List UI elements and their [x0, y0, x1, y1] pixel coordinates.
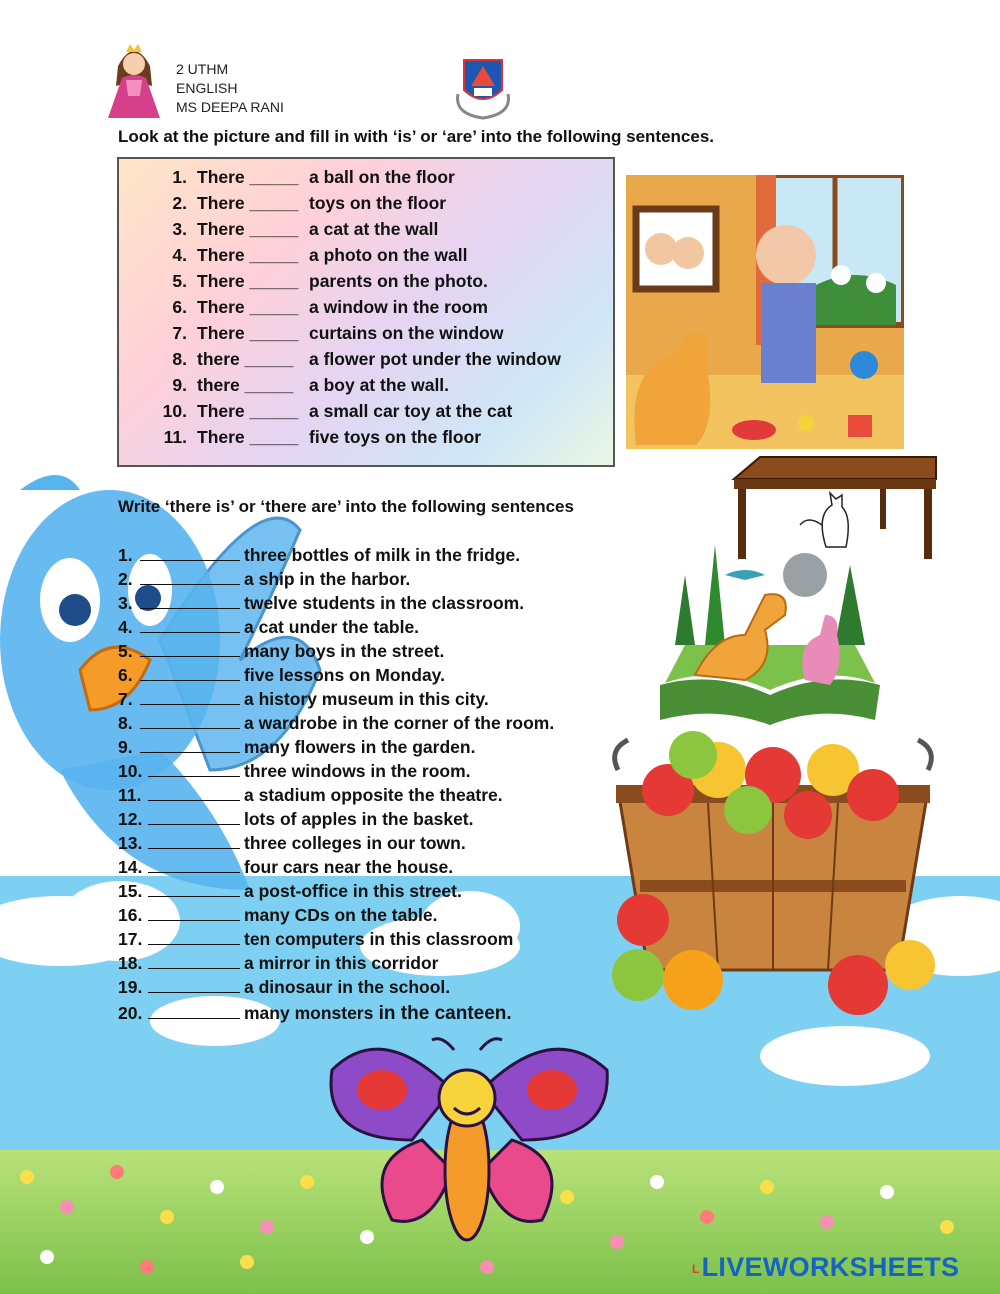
answer-blank[interactable]: There _____ [197, 323, 299, 343]
exercise2-item [118, 809, 474, 830]
item-text: four cars near the house. [244, 857, 454, 877]
item-text: five lessons on Monday. [244, 665, 445, 685]
item-number: 6. [172, 297, 187, 317]
item-number: 12. [118, 809, 143, 829]
answer-blank[interactable]: there _____ [197, 375, 294, 395]
item-text: three bottles of milk in the fridge. [244, 545, 521, 565]
item-text: a ball on the floor [309, 167, 455, 187]
exercise1-item [157, 245, 467, 266]
exercise1-item [157, 297, 488, 318]
item-number: 3. [118, 593, 133, 613]
exercise1-item [157, 167, 455, 188]
item-number: 3. [172, 219, 187, 239]
exercise2-item [118, 881, 462, 902]
item-number: 2. [118, 569, 133, 589]
item-number: 19. [118, 977, 143, 997]
exercise1-item [157, 375, 449, 396]
answer-blank[interactable] [140, 594, 240, 609]
apple-basket-picture [598, 730, 948, 1020]
item-number: 13. [118, 833, 143, 853]
exercise2-item [118, 737, 475, 758]
answer-blank[interactable]: There _____ [197, 193, 299, 213]
exercise2-item [118, 785, 503, 806]
item-number: 5. [172, 271, 187, 291]
item-text: three windows in the room. [244, 761, 471, 781]
item-number: 4. [172, 245, 187, 265]
section2-instruction: Write ‘there is’ or ‘there are’ into the following sentences [118, 497, 574, 516]
answer-blank[interactable] [148, 906, 240, 921]
item-number: 8. [118, 713, 133, 733]
room-picture [626, 175, 904, 449]
exercise2-item [118, 713, 554, 734]
item-text: five toys on the floor [309, 427, 482, 447]
item-text: a flower pot under the window [309, 349, 561, 369]
exercise1-item [157, 271, 488, 292]
answer-blank[interactable] [140, 714, 240, 729]
exercise1-item [157, 219, 438, 240]
exercise1-item [157, 193, 446, 214]
answer-blank[interactable] [148, 882, 240, 897]
item-number: 10. [118, 761, 143, 781]
dinosaur-book-picture [655, 535, 885, 725]
princess-icon [104, 36, 164, 120]
item-number: 7. [118, 689, 133, 709]
item-number: 8. [172, 349, 187, 369]
item-text: twelve students in the classroom. [244, 593, 525, 613]
item-text: a ship in the harbor. [244, 569, 411, 589]
item-text: many CDs on the table. [244, 905, 438, 925]
item-number: 11. [118, 785, 142, 805]
exercise2-item [118, 857, 453, 878]
item-text: a cat at the wall [309, 219, 439, 239]
answer-blank[interactable]: There _____ [197, 167, 299, 187]
exercise1-item [157, 349, 561, 370]
answer-blank[interactable]: There _____ [197, 271, 299, 291]
exercise2-item [118, 905, 438, 926]
exercise2-item [118, 641, 444, 662]
item-text: curtains on the window [309, 323, 504, 343]
exercise1-item [157, 323, 503, 344]
item-text: a post-office in this street. [244, 881, 462, 901]
answer-blank[interactable]: There _____ [197, 401, 299, 421]
exercise1-item [157, 427, 481, 448]
item-number: 17. [118, 929, 143, 949]
exercise2-item [118, 569, 410, 590]
answer-blank[interactable]: There _____ [197, 297, 299, 317]
answer-blank[interactable] [140, 738, 240, 753]
class-label: 2 UTHM [176, 61, 229, 77]
answer-blank[interactable] [148, 1004, 240, 1019]
item-text: a wardrobe in the corner of the room. [244, 713, 555, 733]
item-text: many monsters [244, 1003, 374, 1023]
answer-blank[interactable]: there _____ [197, 349, 294, 369]
item-text: a history museum in this city. [244, 689, 489, 709]
exercise2-item [118, 545, 520, 566]
item-number: 5. [118, 641, 133, 661]
section1-instruction: Look at the picture and fill in with ‘is’ or ‘are’ into the following sentences. [118, 127, 715, 146]
item-number: 1. [118, 545, 133, 565]
item-number: 2. [172, 193, 187, 213]
answer-blank[interactable] [148, 786, 240, 801]
answer-blank[interactable] [140, 570, 240, 585]
exercise2-item [118, 761, 471, 782]
item-text: a mirror in this corridor [244, 953, 439, 973]
item-number: 18. [118, 953, 143, 973]
item-number: 7. [172, 323, 187, 343]
item-text: a stadium opposite the theatre. [244, 785, 503, 805]
answer-blank[interactable] [148, 834, 240, 849]
answer-blank[interactable] [140, 618, 240, 633]
item-text: ten computers in this classroom [244, 929, 514, 949]
item-number: 9. [118, 737, 133, 757]
exercise2-item [118, 977, 450, 998]
item-text: a window in the room [309, 297, 488, 317]
item-text: a small car toy at the cat [309, 401, 513, 421]
answer-blank[interactable]: There _____ [197, 245, 299, 265]
item-number: 14. [118, 857, 143, 877]
exercise1-item [157, 401, 512, 422]
item-number: 11. [163, 427, 187, 447]
answer-blank[interactable] [148, 978, 240, 993]
item-text: many boys in the street. [244, 641, 445, 661]
school-badge-icon [450, 54, 516, 120]
teacher-label: MS DEEPA RANI [176, 99, 284, 115]
answer-blank[interactable] [148, 762, 240, 777]
exercise2-item [118, 929, 513, 950]
item-number: 20. [118, 1003, 143, 1023]
header-info [176, 60, 284, 117]
answer-blank[interactable] [148, 810, 240, 825]
answer-blank[interactable]: There _____ [197, 427, 299, 447]
item-text: parents on the photo. [309, 271, 488, 291]
item-text: toys on the floor [309, 193, 447, 213]
exercise2-item [118, 1003, 512, 1025]
item-text: a dinosaur in the school. [244, 977, 451, 997]
logo-mark: L [692, 1261, 700, 1276]
item-text: a cat under the table. [244, 617, 420, 637]
item-number: 9. [172, 375, 187, 395]
answer-blank[interactable] [140, 690, 240, 705]
item-text-tail: in the canteen. [373, 1003, 512, 1024]
exercise2-item [118, 665, 445, 686]
item-number: 10. [162, 401, 187, 421]
exercise2-item [118, 833, 466, 854]
answer-blank[interactable]: There _____ [197, 219, 299, 239]
exercise1-list [117, 157, 615, 467]
item-text: many flowers in the garden. [244, 737, 476, 757]
item-number: 4. [118, 617, 133, 637]
logo-text: LIVEWORKSHEETS [701, 1252, 960, 1282]
liveworksheets-logo[interactable] [692, 1252, 959, 1283]
answer-blank[interactable] [140, 666, 240, 681]
answer-blank[interactable] [148, 930, 240, 945]
item-text: a boy at the wall. [309, 375, 450, 395]
item-text: lots of apples in the basket. [244, 809, 474, 829]
answer-blank[interactable] [140, 642, 240, 657]
answer-blank[interactable] [148, 858, 240, 873]
item-text: three colleges in our town. [244, 833, 466, 853]
exercise2-item [118, 689, 489, 710]
item-number: 1. [172, 167, 187, 187]
item-text: a photo on the wall [309, 245, 468, 265]
answer-blank[interactable] [148, 954, 240, 969]
exercise2-item [118, 953, 438, 974]
item-number: 15. [118, 881, 143, 901]
exercise2-item [118, 617, 419, 638]
answer-blank[interactable] [140, 546, 240, 561]
item-number: 6. [118, 665, 133, 685]
subject-label: ENGLISH [176, 80, 238, 96]
butterfly-picture [322, 1030, 612, 1245]
item-number: 16. [118, 905, 143, 925]
exercise2-item [118, 593, 524, 614]
